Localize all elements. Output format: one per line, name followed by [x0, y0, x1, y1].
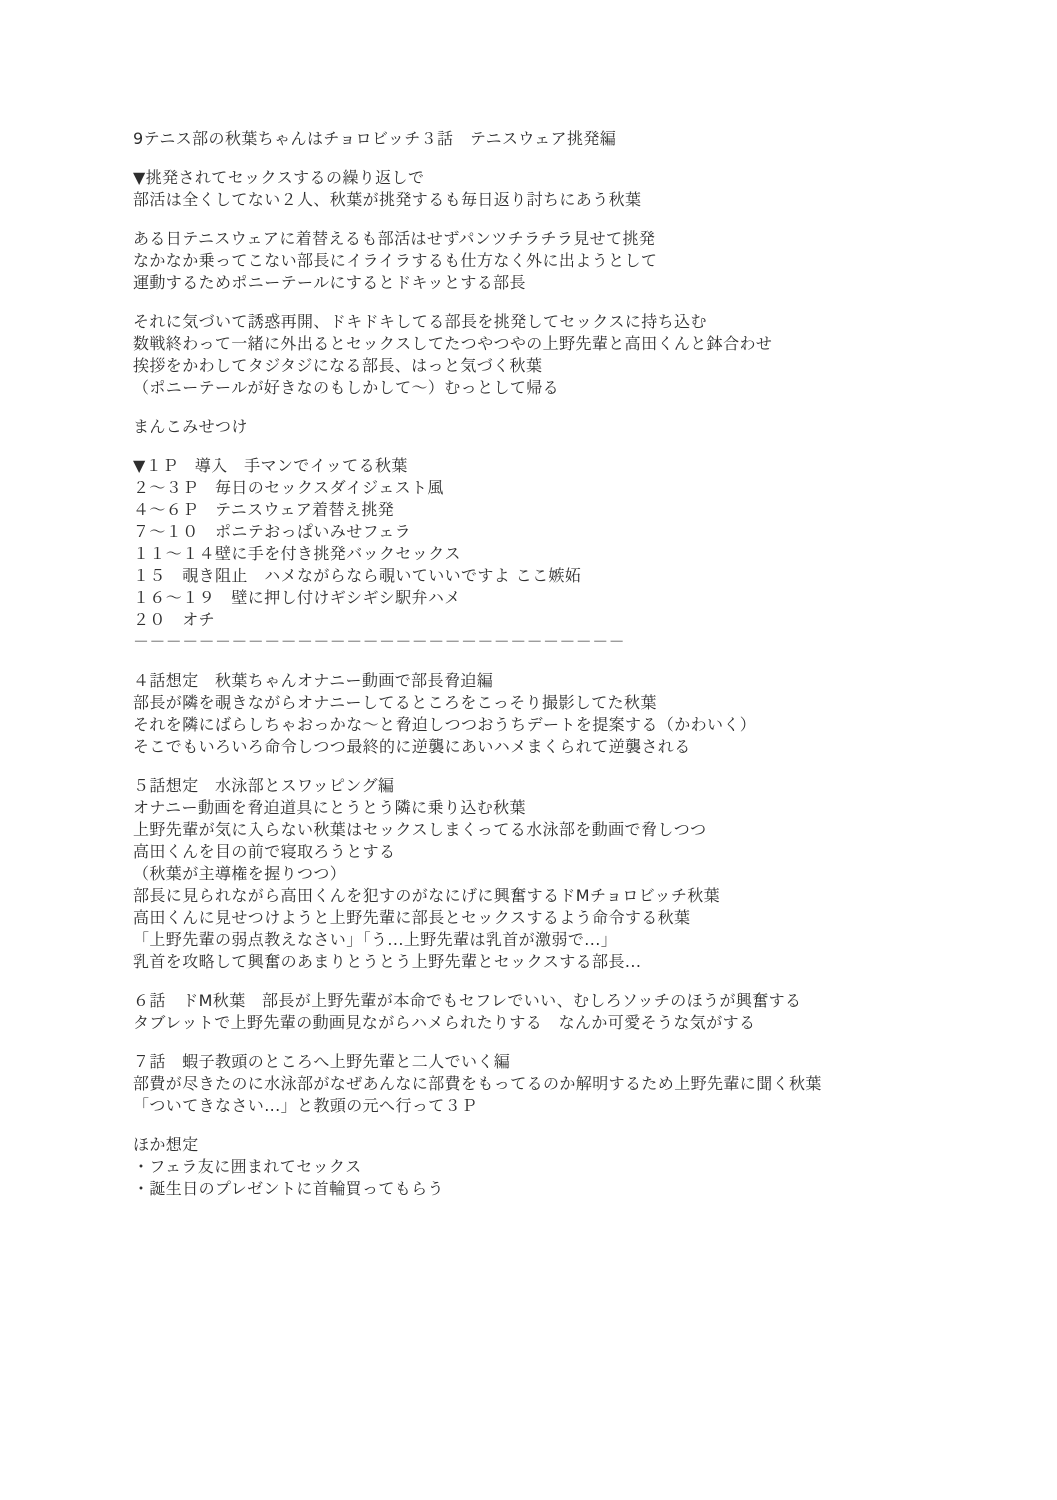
- text-line: それに気づいて誘惑再開、ドキドキしてる部長を挑発してセックスに持ち込む: [133, 312, 707, 331]
- text-line: 挨拶をかわしてタジタジになる部長、はっと気づく秋葉: [133, 356, 543, 375]
- list-item: １１～１４壁に手を付き挑発バックセックス: [133, 544, 461, 563]
- text-line: 高田くんに見せつけようと上野先輩に部長とセックスするよう命令する秋葉: [133, 908, 691, 927]
- text-line: 高田くんを目の前で寝取ろうとする: [133, 842, 396, 861]
- text-line: 数戦終わって一緒に外出るとセックスしてたつやつやの上野先輩と高田くんと鉢合わせ: [133, 334, 773, 353]
- section-heading: ７話 蝦子教頭のところへ上野先輩と二人でいく編: [133, 1052, 511, 1071]
- text-line: 乳首を攻略して興奮のあまりとうとう上野先輩とセックスする部長...: [133, 952, 642, 971]
- list-item: ▼１Ｐ 導入 手マンでイッてる秋葉: [133, 456, 408, 475]
- list-item: １６～１９ 壁に押し付けギシギシ駅弁ハメ: [133, 588, 461, 607]
- text-line: 部費が尽きたのに水泳部がなぜあんなに部費をもってるのか解明するため上野先輩に聞く秋葉: [133, 1074, 822, 1093]
- list-item: １５ 覗き阻止 ハメながらなら覗いていいですよ ここ嫉妬: [133, 566, 582, 585]
- page-title: 9テニス部の秋葉ちゃんはチョロビッチ３話 テニスウェア挑発編: [133, 129, 617, 148]
- text-line: それを隣にばらしちゃおっかな～と脅迫しつつおうちデートを提案する（かわいく）: [133, 715, 757, 734]
- text-line: 「ついてきなさい...」と教頭の元へ行って３Ｐ: [133, 1096, 478, 1115]
- text-line: 部活は全くしてない２人、秋葉が挑発するも毎日返り討ちにあう秋葉: [133, 190, 642, 209]
- section-heading: ６話 ドM秋葉 部長が上野先輩が本命でもセフレでいい、むしろソッチのほうが興奮する: [133, 991, 802, 1010]
- episode-4-outline: [133, 670, 993, 758]
- text-line: （秋葉が主導権を握りつつ）: [133, 864, 347, 883]
- story-paragraph: [133, 311, 993, 399]
- page-breakdown-list: [133, 455, 993, 653]
- text-line: 上野先輩が気に入らない秋葉はセックスしまくってる水泳部を動画で脅しつつ: [133, 820, 707, 839]
- list-item: ２０ オチ: [133, 610, 216, 629]
- note-line: [133, 416, 993, 438]
- episode-6-outline: [133, 990, 993, 1034]
- text-line: そこでもいろいろ命令しつつ最終的に逆襲にあいハメまくられて逆襲される: [133, 737, 691, 756]
- premise-paragraph: [133, 167, 993, 211]
- section-heading: ４話想定 秋葉ちゃんオナニー動画で部長脅迫編: [133, 671, 494, 690]
- text-line: （ポニーテールが好きなのもしかして～）むっとして帰る: [133, 378, 560, 397]
- other-ideas-list: [133, 1134, 993, 1200]
- text-line: 部長に見られながら高田くんを犯すのがなにげに興奮するドMチョロビッチ秋葉: [133, 886, 721, 905]
- list-item: ２～３Ｐ 毎日のセックスダイジェスト風: [133, 478, 444, 497]
- bullet-item: ・誕生日のプレゼントに首輪買ってもらう: [133, 1179, 444, 1198]
- episode-7-outline: [133, 1051, 993, 1117]
- text-line: ▼挑発されてセックスするの繰り返しで: [133, 168, 425, 187]
- text-line: タブレットで上野先輩の動画見ながらハメられたりする なんか可愛そうな気がする: [133, 1013, 756, 1032]
- setup-paragraph: [133, 228, 993, 294]
- text-line: 運動するためポニーテールにするとドキッとする部長: [133, 273, 526, 292]
- text-document: [133, 128, 993, 1217]
- text-line: 部長が隣を覗きながらオナニーしてるところをこっそり撮影してた秋葉: [133, 693, 657, 712]
- title-section: [133, 128, 993, 150]
- text-line: なかなか乗ってこない部長にイライラするも仕方なく外に出ようとして: [133, 251, 658, 270]
- divider-dash-line: －－－－－－－－－－－－－－－－－－－－－－－－－－－－－－: [133, 632, 626, 651]
- list-item: ４～６Ｐ テニスウェア着替え挑発: [133, 500, 395, 519]
- list-item: ７～１０ ポニテおっぱいみせフェラ: [133, 522, 412, 541]
- section-heading: ほか想定: [133, 1135, 199, 1154]
- section-heading: ５話想定 水泳部とスワッピング編: [133, 776, 395, 795]
- text-line: まんこみせつけ: [133, 417, 248, 436]
- episode-5-outline: [133, 775, 993, 973]
- text-line: ある日テニスウェアに着替えるも部活はせずパンツチラチラ見せて挑発: [133, 229, 656, 248]
- text-line: オナニー動画を脅迫道具にとうとう隣に乗り込む秋葉: [133, 798, 526, 817]
- bullet-item: ・フェラ友に囲まれてセックス: [133, 1157, 362, 1176]
- text-line: 「上野先輩の弱点教えなさい」「う...上野先輩は乳首が激弱で...」: [133, 930, 618, 949]
